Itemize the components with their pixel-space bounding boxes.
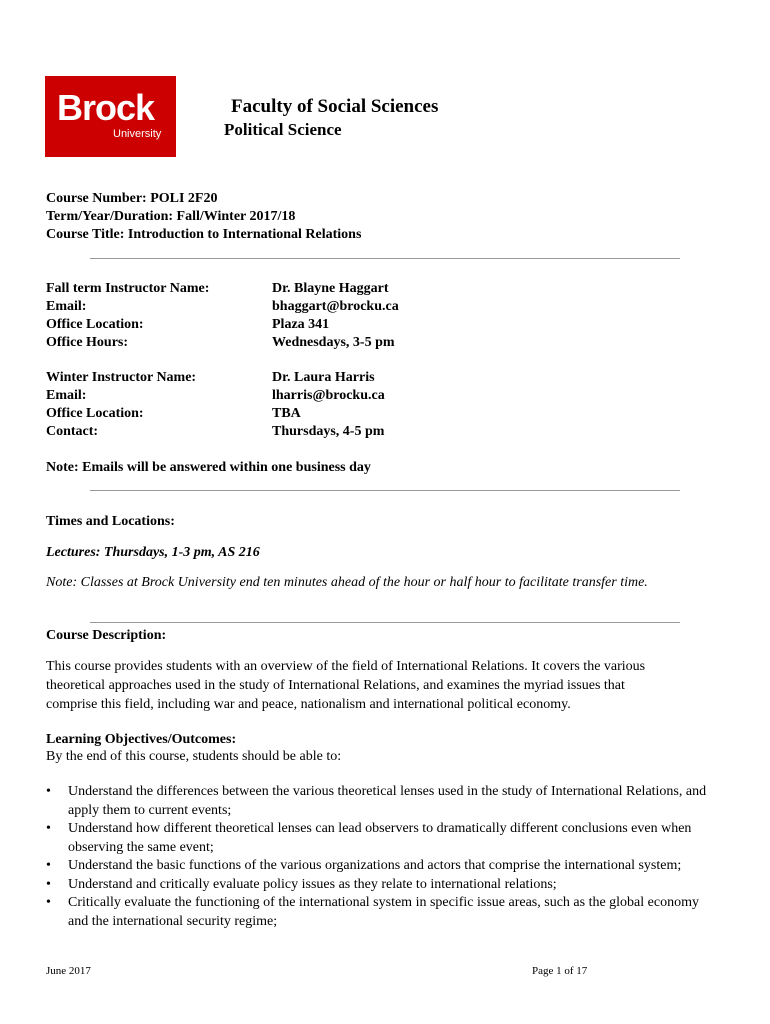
fall-office-label: Office Location: bbox=[46, 317, 144, 332]
winter-instructor-name: Dr. Laura Harris bbox=[272, 370, 375, 385]
footer-page-number: Page 1 of 17 bbox=[532, 965, 588, 977]
objectives-heading: Learning Objectives/Outcomes: bbox=[46, 732, 237, 747]
winter-contact: Thursdays, 4-5 pm bbox=[272, 424, 385, 439]
winter-email[interactable]: lharris@brocku.ca bbox=[272, 388, 385, 403]
list-item: • Understand how different theoretical lenses can lead observers to dramatically different conclusions even when observing the same event; bbox=[46, 820, 714, 857]
objectives-intro: By the end of this course, students should be able to: bbox=[46, 749, 342, 764]
list-item: • Understand the differences between the various theoretical lenses used in the study of International Relations, and apply them to current events; bbox=[46, 783, 714, 820]
divider bbox=[90, 490, 680, 491]
winter-instructor-name-label: Winter Instructor Name: bbox=[46, 370, 197, 385]
fall-email-label: Email: bbox=[46, 299, 87, 314]
course-number: Course Number: POLI 2F20 bbox=[46, 191, 218, 206]
times-heading: Times and Locations: bbox=[46, 514, 175, 529]
objectives-list bbox=[46, 783, 714, 931]
fall-hours: Wednesdays, 3-5 pm bbox=[272, 335, 395, 350]
email-note: Note: Emails will be answered within one business day bbox=[46, 460, 371, 475]
fall-instructor-name: Dr. Blayne Haggart bbox=[272, 281, 389, 296]
divider bbox=[90, 622, 680, 623]
list-item: • Understand the basic functions of the various organizations and actors that comprise the international system; bbox=[46, 857, 714, 876]
course-title: Course Title: Introduction to International Relations bbox=[46, 227, 362, 242]
brock-university-logo bbox=[45, 76, 176, 157]
fall-instructor-name-label: Fall term Instructor Name: bbox=[46, 281, 210, 296]
list-item: • Understand and critically evaluate policy issues as they relate to international relations; bbox=[46, 876, 714, 895]
divider bbox=[90, 258, 680, 259]
description-heading: Course Description: bbox=[46, 628, 167, 643]
course-term: Term/Year/Duration: Fall/Winter 2017/18 bbox=[46, 209, 296, 224]
logo-wordmark: Brock bbox=[57, 87, 155, 128]
description-line: comprise this field, including war and peace, nationalism and international political economy. bbox=[46, 697, 571, 712]
description-line: This course provides students with an overview of the field of International Relations. It covers the various bbox=[46, 659, 646, 674]
fall-office: Plaza 341 bbox=[272, 317, 330, 332]
winter-office: TBA bbox=[272, 406, 301, 421]
department-subtitle: Political Science bbox=[224, 120, 342, 139]
class-timing-note: Note: Classes at Brock University end ten minutes ahead of the hour or half hour to facilitate transfer time. bbox=[46, 575, 648, 590]
lecture-schedule: Lectures: Thursdays, 1-3 pm, AS 216 bbox=[46, 545, 260, 560]
fall-email[interactable]: bhaggart@brocku.ca bbox=[272, 299, 399, 314]
list-item: • Critically evaluate the functioning of the international system in specific issue areas, such as the global economy and the international security regime; bbox=[46, 894, 714, 931]
description-line: theoretical approaches used in the study of International Relations, and examines the myriad issues that bbox=[46, 678, 625, 693]
description-paragraph bbox=[46, 657, 716, 714]
winter-email-label: Email: bbox=[46, 388, 87, 403]
winter-office-label: Office Location: bbox=[46, 406, 144, 421]
footer-date: June 2017 bbox=[46, 965, 91, 977]
fall-hours-label: Office Hours: bbox=[46, 335, 129, 350]
winter-contact-label: Contact: bbox=[46, 424, 99, 439]
faculty-title: Faculty of Social Sciences bbox=[231, 96, 439, 117]
logo-subtext: University bbox=[113, 128, 162, 140]
